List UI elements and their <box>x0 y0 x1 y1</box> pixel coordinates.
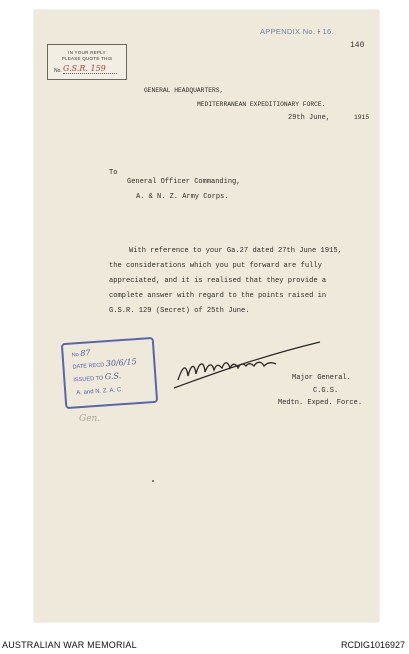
reply-box-underline <box>63 73 117 74</box>
stamp-date-value: 30/6/15 <box>105 357 137 369</box>
page-number: 140 <box>350 41 365 50</box>
stamp-unit: A. and N. Z. A. C. <box>76 387 124 397</box>
reply-box-line2: PLEASE QUOTE THIS <box>61 56 113 61</box>
recipient-to: To <box>109 169 118 177</box>
reply-box-no-value: G.S.R. 159 <box>63 64 106 73</box>
document-page <box>34 10 379 622</box>
stamp-issued-label: ISSUED TO <box>73 375 104 384</box>
appendix-value: 16. <box>322 27 334 36</box>
appendix-label: APPENDIX No. <box>260 27 316 36</box>
header-line2: MEDITERRANEAN EXPEDITIONARY FORCE. <box>197 101 326 108</box>
recipient-line1: General Officer Commanding, <box>127 178 241 186</box>
ink-dot <box>152 480 154 482</box>
recipient-line2: A. & N. Z. Army Corps. <box>136 193 229 201</box>
header-line1: GENERAL HEADQUARTERS, <box>144 87 224 94</box>
stamp-no-value: 87 <box>79 348 91 358</box>
stamp-no-label: No <box>71 352 80 359</box>
signature-line1: Major General. <box>292 374 351 382</box>
stamp-issued-value: G.S. <box>104 371 122 382</box>
footer-institution: AUSTRALIAN WAR MEMORIAL <box>2 640 137 650</box>
signature-image <box>172 332 322 394</box>
body-line: complete answer with regard to the points raised in <box>109 292 327 300</box>
letter-year: 1915 <box>354 114 370 121</box>
appendix-struck-value: I <box>317 27 321 36</box>
body-line: appreciated, and it is realised that they provide a <box>109 277 327 285</box>
reply-box-line1: IN YOUR REPLY <box>68 50 106 55</box>
footer-record-id: RCDIG1016927 <box>340 640 405 650</box>
stamp-date-label: DATE RECD <box>72 362 105 371</box>
letter-date: 29th June, <box>288 114 331 122</box>
pencil-note: Gen. <box>79 414 101 424</box>
body-line: With reference to your Ga.27 dated 27th June 1915, <box>129 247 342 255</box>
reply-box-no-label: No. <box>54 68 62 74</box>
reply-reference-box <box>47 44 127 80</box>
received-stamp <box>61 337 158 409</box>
body-line: G.S.R. 129 (Secret) of 25th June. <box>109 307 250 315</box>
body-line: the considerations which you put forward are fully <box>109 262 322 270</box>
signature-line2: C.G.S. <box>313 387 339 395</box>
signature-line3: Medtn. Exped. Force. <box>278 399 363 407</box>
appendix-number <box>260 27 334 36</box>
